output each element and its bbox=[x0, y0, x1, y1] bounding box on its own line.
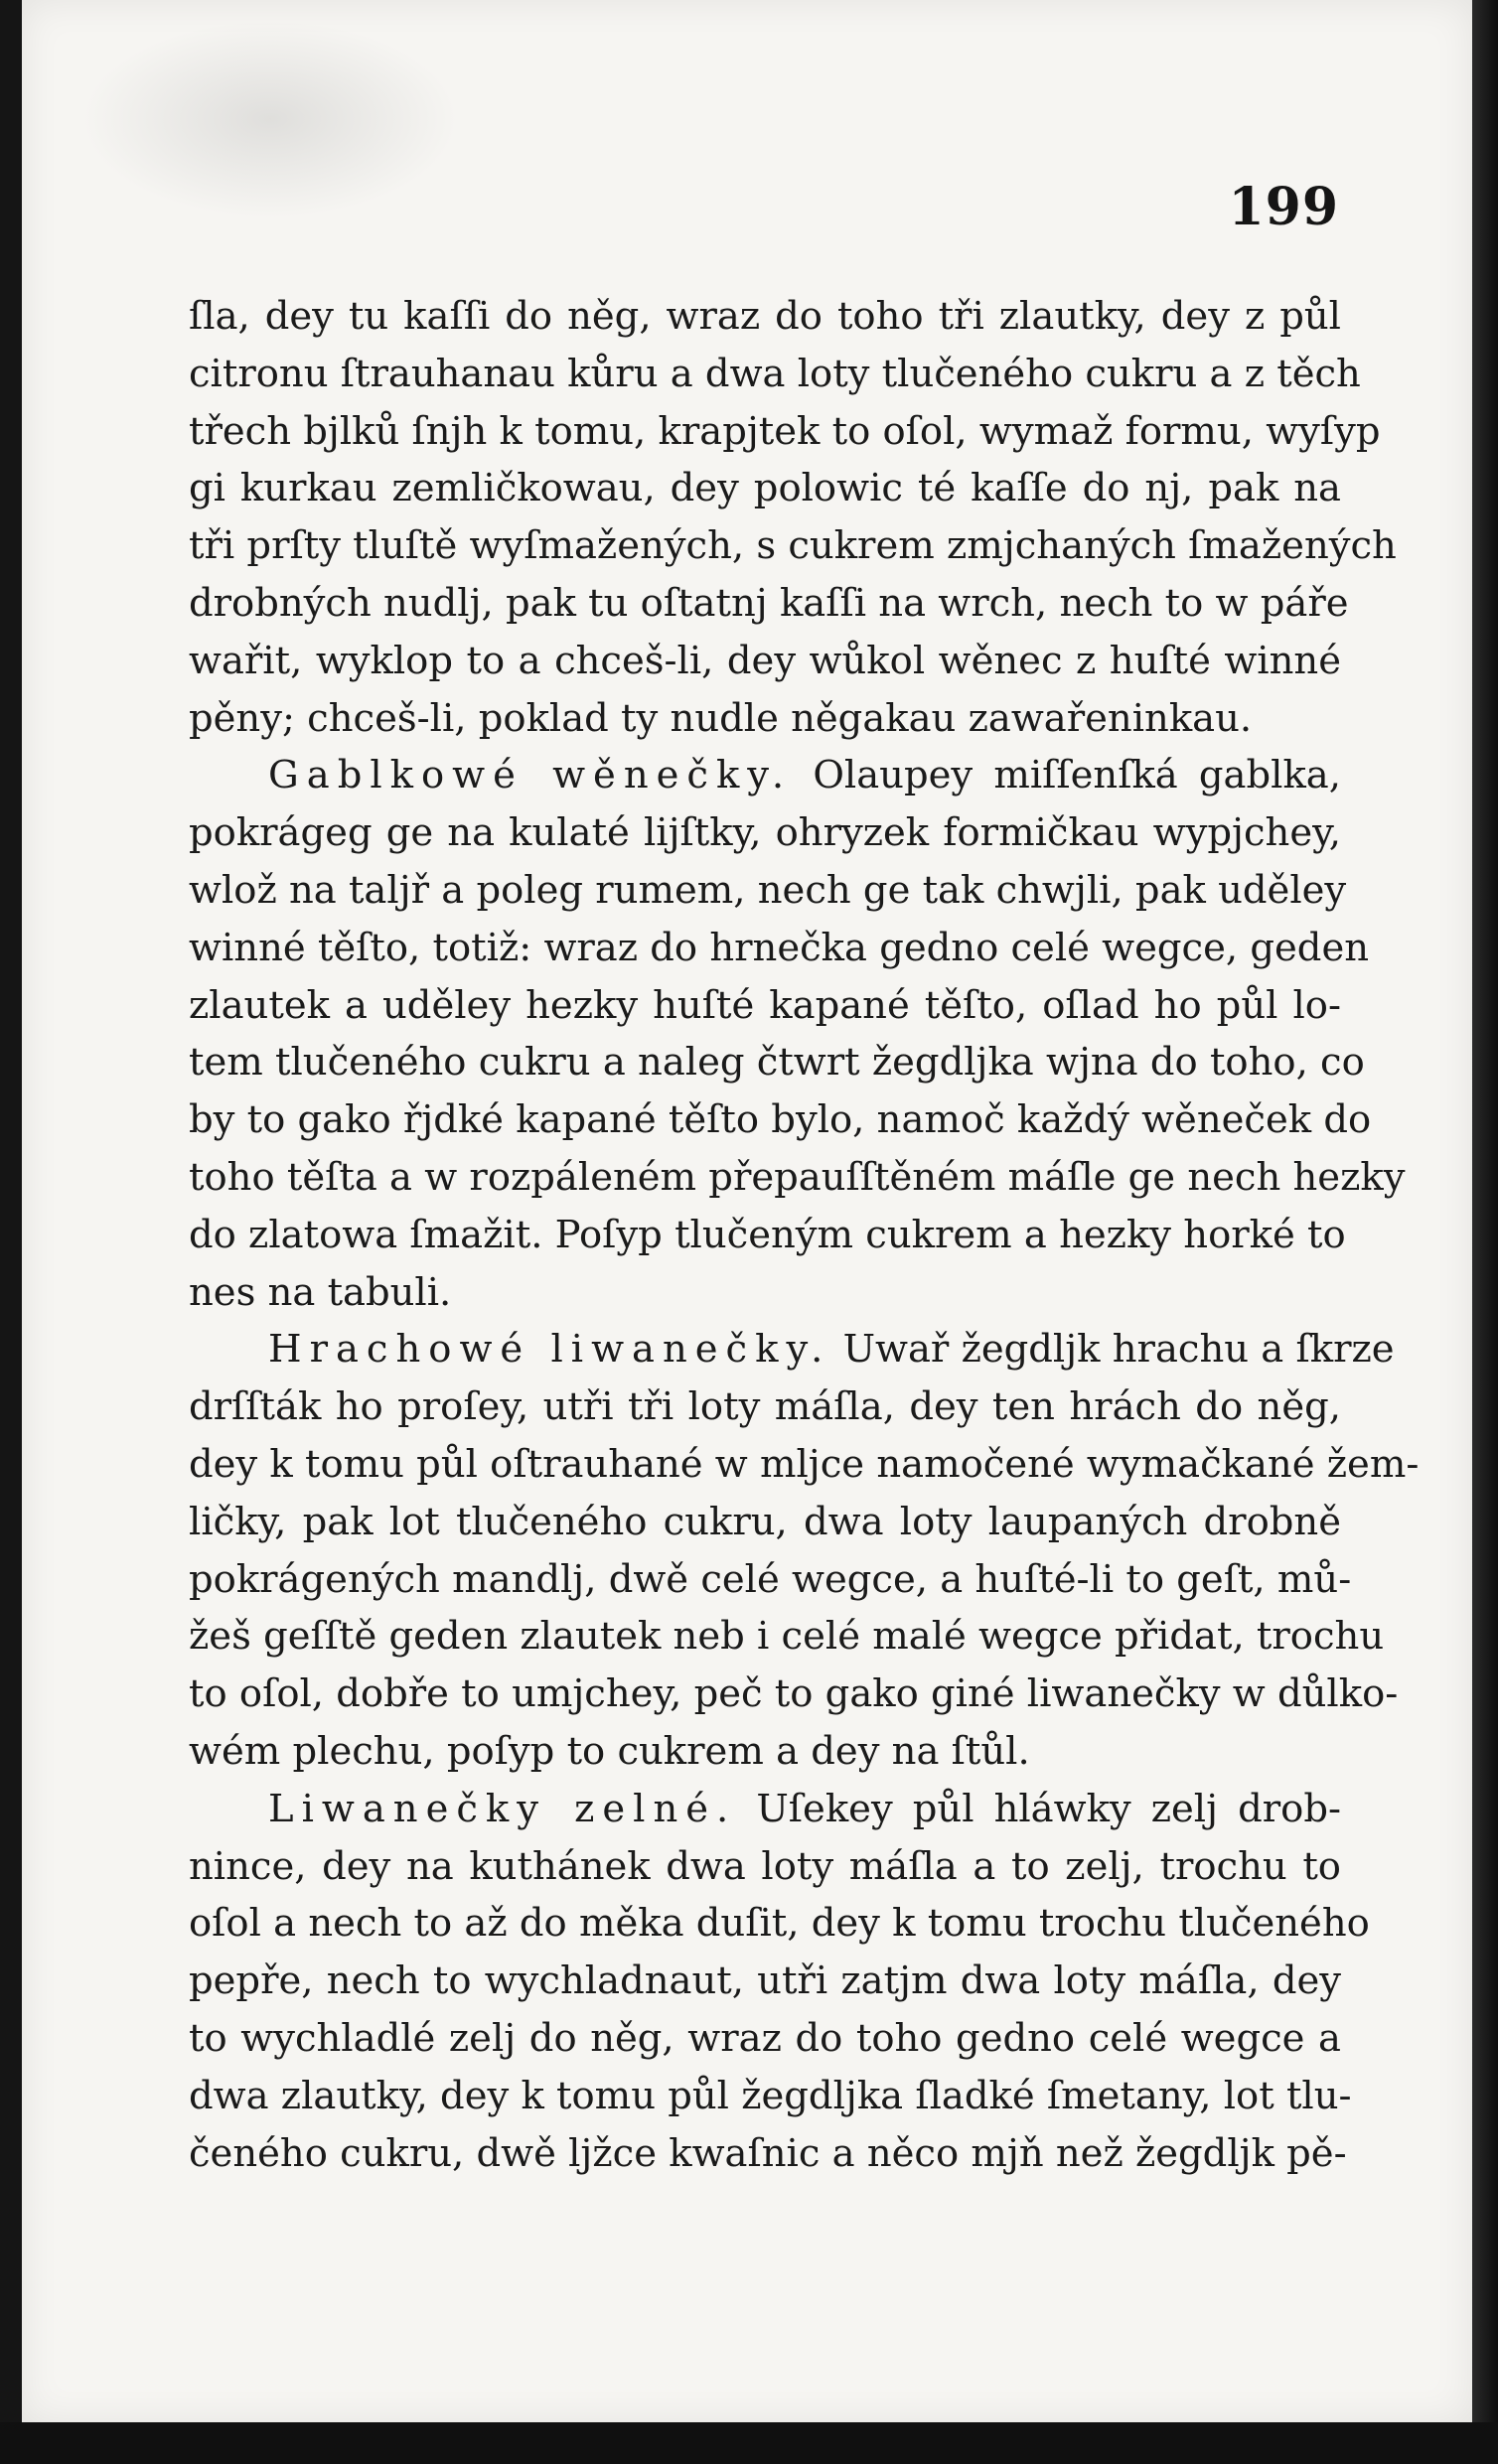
text-line: pěny; chceš-li, poklad ty nudle něgakau zawařeninkau. bbox=[189, 695, 1253, 741]
text-line: nince, dey na kuthánek dwa loty máſla a to zelj, trochu to bbox=[189, 1843, 1341, 1889]
page-text bbox=[189, 288, 1420, 2182]
text-line: čeného cukru, dwě ljžce kwaſnic a něco mjň než žegdljk pě- bbox=[189, 2130, 1347, 2176]
text-line: žeš geſſtě geden zlautek neb i celé malé wegce přidat, trochu bbox=[189, 1614, 1385, 1660]
text-line bbox=[189, 747, 1341, 804]
text-line: winné těſto, totiž: wraz do hrnečka gedno celé wegce, geden bbox=[189, 925, 1370, 970]
text-line bbox=[189, 1781, 1341, 1838]
paragraph bbox=[189, 747, 1406, 1321]
page-stain bbox=[81, 20, 459, 218]
recipe-heading: Liwanečky zelné. bbox=[268, 1786, 737, 1831]
text-line: třech bjlků ſnjh k tomu, krapjtek to oſol, wymaž formu, wyſyp bbox=[189, 408, 1381, 454]
page-edge-shadow bbox=[1472, 0, 1498, 2464]
text-line: drſſták ho proſey, utři tři loty máſla, dey ten hrách do něg, bbox=[189, 1384, 1341, 1430]
text-line: citronu ſtrauhanau kůru a dwa loty tlučeného cukru a z těch bbox=[189, 351, 1361, 396]
text-line: pokrágených mandlj, dwě celé wegce, a huſté-li to geſt, mů- bbox=[189, 1556, 1352, 1602]
text-line: gi kurkau zemličkowau, dey polowic té kaſſe do nj, pak na bbox=[189, 466, 1341, 511]
text-line: dey k tomu půl oſtrauhané w mljce namočené wymačkané žem- bbox=[189, 1441, 1420, 1487]
text-line: dwa zlautky, dey k tomu půl žegdljka ſladké ſmetany, lot tlu- bbox=[189, 2073, 1352, 2118]
scan-border-bottom bbox=[0, 2422, 1498, 2464]
text-line bbox=[189, 1321, 1395, 1378]
text-line: wém plechu, poſyp to cukrem a dey na ſtůl. bbox=[189, 1728, 1030, 1774]
text-line: tem tlučeného cukru a naleg čtwrt žegdljka wjna do toho, co bbox=[189, 1040, 1365, 1086]
text-line: wlož na taljř a poleg rumem, nech ge tak chwjli, pak uděley bbox=[189, 867, 1347, 913]
line-text: Uſekey půl hláwky zelj drob- bbox=[756, 1786, 1341, 1831]
text-line: toho těſta a w rozpáleném přepauſſtěném máſle ge nech hezky bbox=[189, 1154, 1406, 1200]
text-line: zlautek a uděley hezky huſté kapané těſto, oſlad ho půl lo- bbox=[189, 982, 1341, 1028]
text-line: nes na tabuli. bbox=[189, 1269, 452, 1315]
text-line: to wychladlé zelj do něg, wraz do toho gedno celé wegce a bbox=[189, 2015, 1341, 2061]
text-line: tři prſty tluſtě wyſmažených, s cukrem zmjchaných ſmažených bbox=[189, 523, 1397, 569]
paragraph bbox=[189, 288, 1397, 747]
text-line: ſla, dey tu kaſſi do něg, wraz do toho tři zlautky, dey z půl bbox=[189, 294, 1341, 339]
line-text: Uwař žegdljk hrachu a ſkrze bbox=[842, 1327, 1395, 1373]
line-text: Olaupey miſſenſká gablka, bbox=[813, 753, 1341, 798]
paragraph bbox=[189, 1781, 1370, 2183]
paragraph bbox=[189, 1321, 1420, 1780]
recipe-heading: Hrachowé liwanečky. bbox=[268, 1327, 831, 1373]
text-line: pepře, nech to wychladnaut, utři zatjm dwa loty máſla, dey bbox=[189, 1958, 1341, 2004]
text-line: drobných nudlj, pak tu oſtatnj kaſſi na wrch, nech to w páře bbox=[189, 580, 1349, 626]
text-line: by to gako řjdké kapané těſto bylo, namoč každý wěneček do bbox=[189, 1097, 1372, 1143]
text-line: pokrágeg ge na kulaté lijſtky, ohryzek formičkau wypjchey, bbox=[189, 810, 1341, 856]
text-line: to oſol, dobře to umjchey, peč to gako giné liwanečky w důlko- bbox=[189, 1671, 1399, 1717]
recipe-heading: Gablkowé wěnečky. bbox=[268, 753, 793, 798]
text-line: wařit, wyklop to a chceš-li, dey wůkol wěnec z huſté winné bbox=[189, 638, 1341, 683]
text-line: do zlatowa ſmažit. Poſyp tlučeným cukrem a hezky horké to bbox=[189, 1212, 1346, 1257]
page-number: 199 bbox=[1228, 177, 1339, 237]
text-line: ličky, pak lot tlučeného cukru, dwa loty laupaných drobně bbox=[189, 1499, 1341, 1544]
text-line: oſol a nech to až do měka duſit, dey k tomu trochu tlučeného bbox=[189, 1901, 1370, 1947]
